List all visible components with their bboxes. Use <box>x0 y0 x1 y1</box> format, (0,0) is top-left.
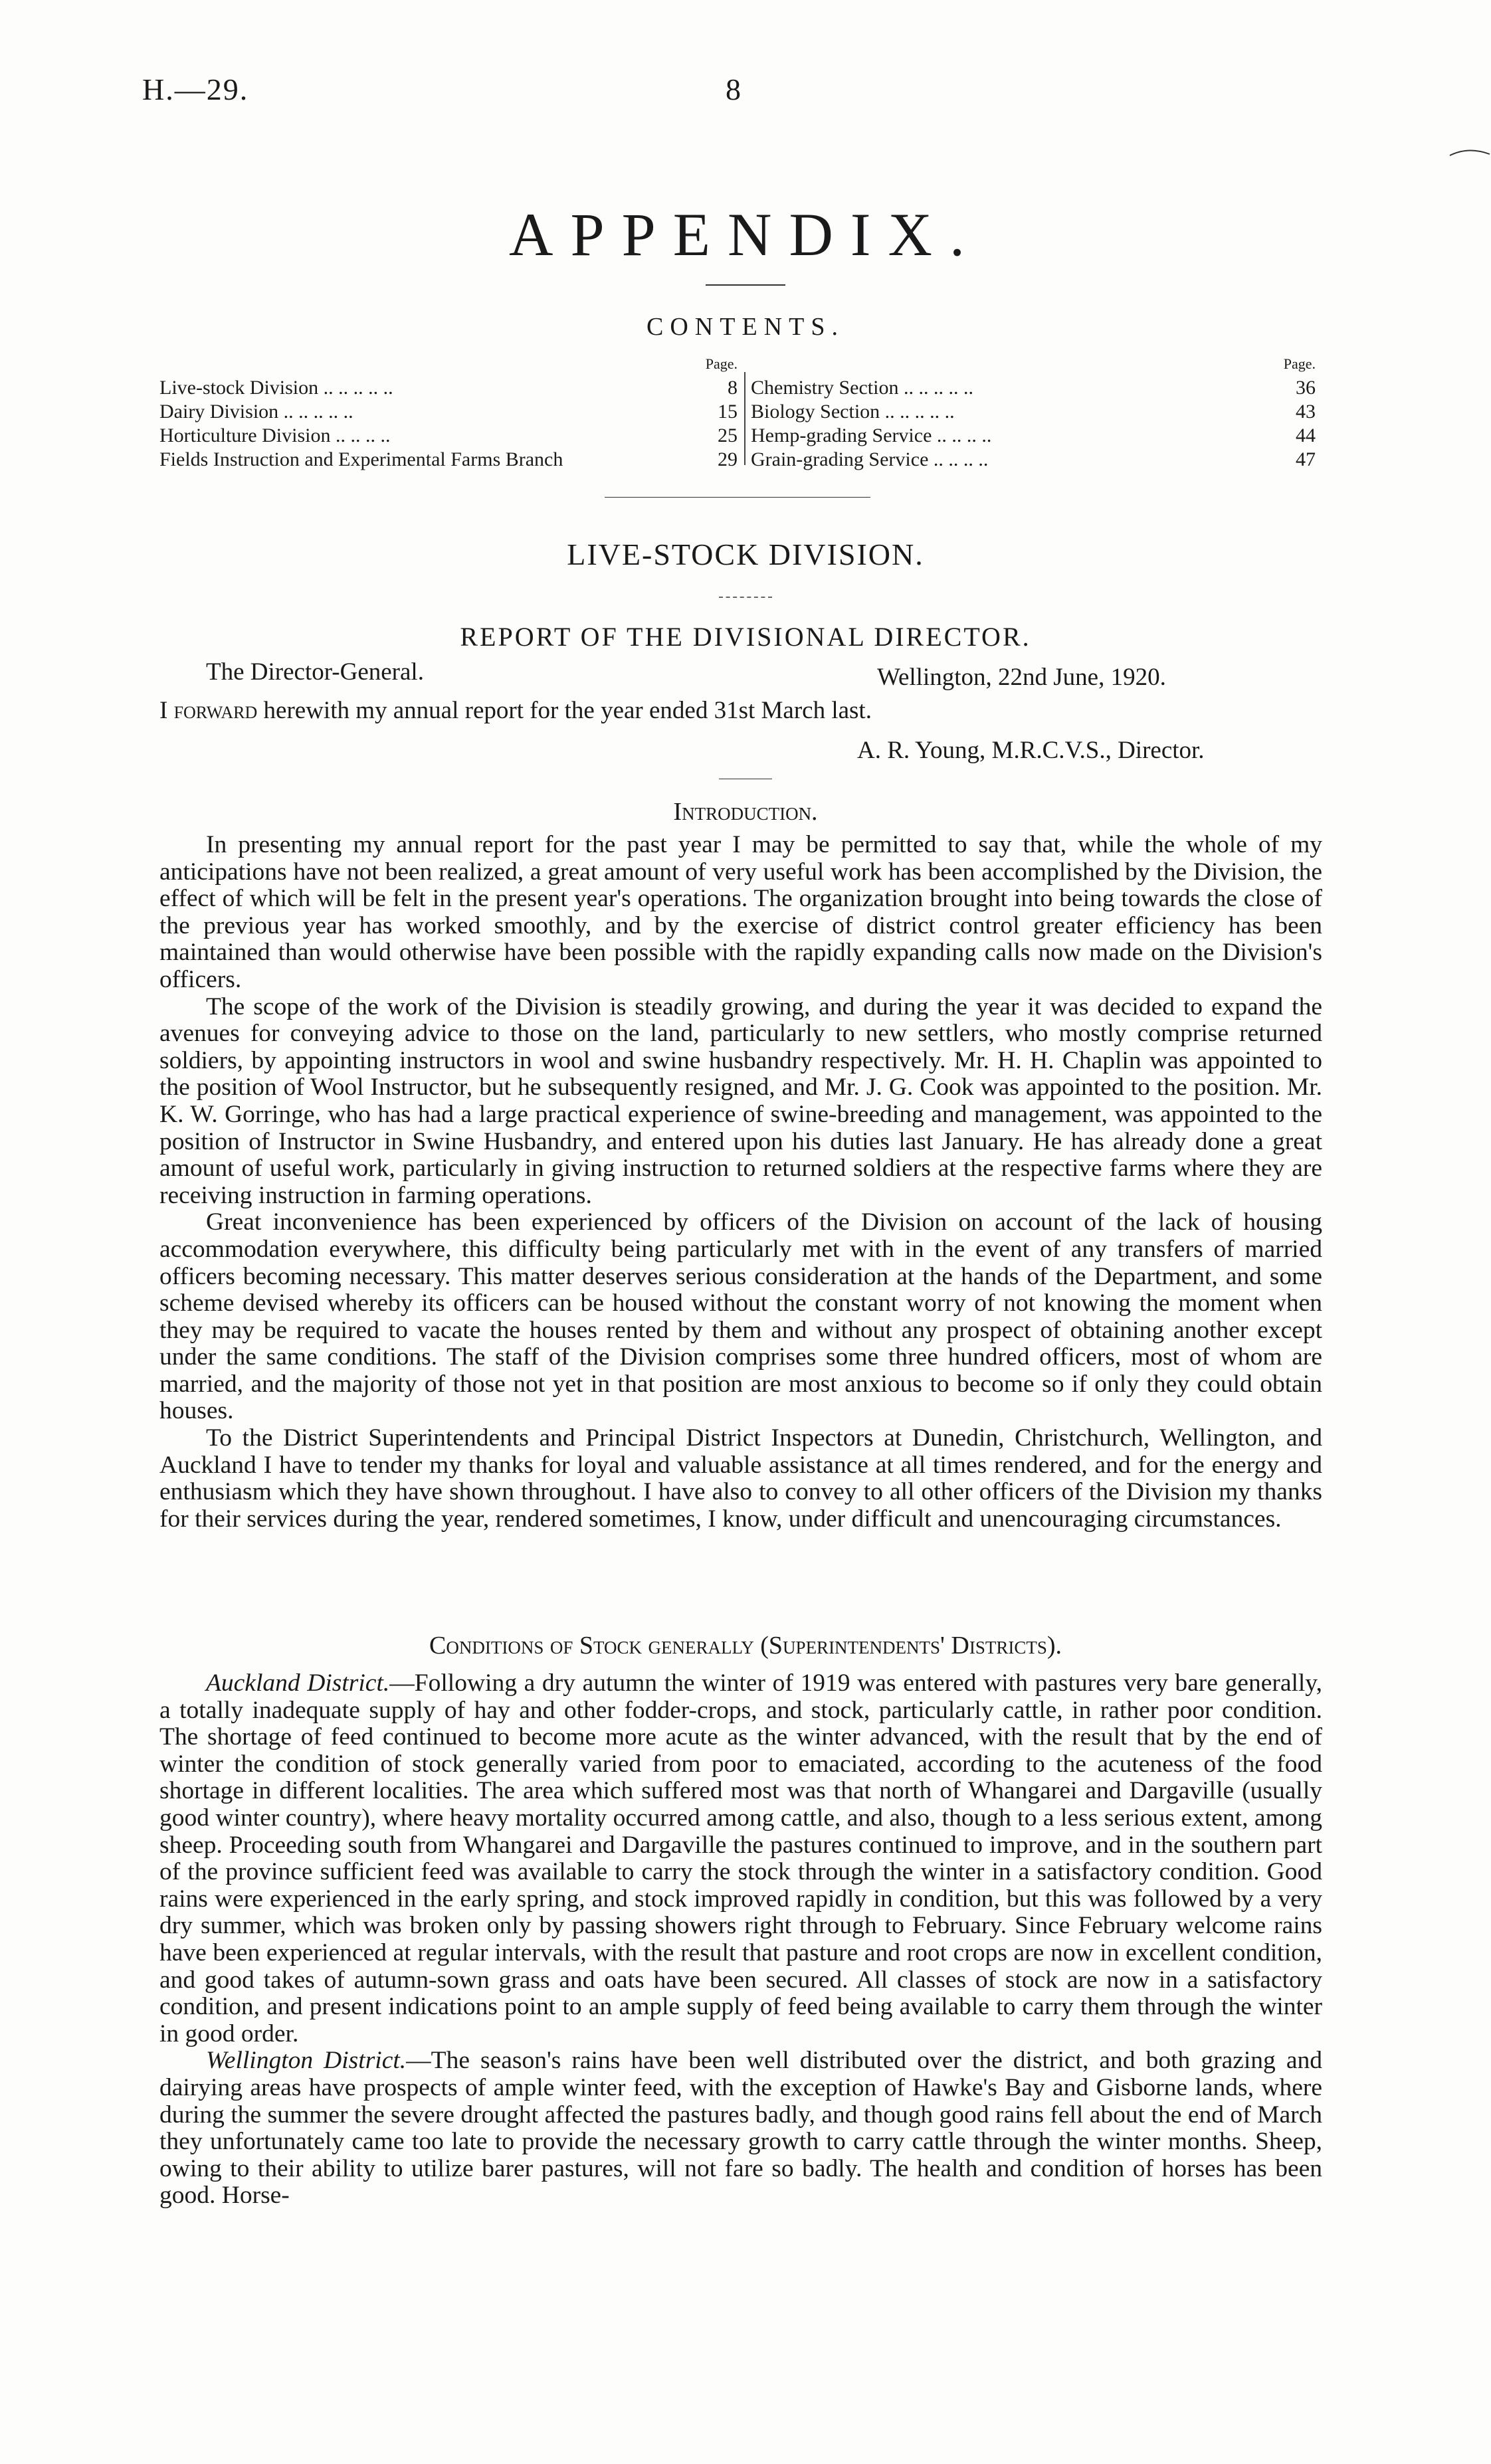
report-place-date: Wellington, 22nd June, 1920. <box>877 664 1166 691</box>
report-addressee: The Director-General. <box>206 658 424 686</box>
contents-entry: Horticulture Division .. .. .. .. 25 <box>159 425 738 446</box>
contents-divider-rule <box>605 497 870 498</box>
paragraph: Wellington District.—The season's rains have been well distributed over the district, and both grazing and dairying areas have prospects of ample winter feed, with the exception of Hawke's Bay and Gisborne lands, where during the summer the severe drought affected the pastures badly, and though good rains fell about the end of March they unfortunately came too late to provide the necessary growth to carry cattle through the winter months. Sheep, owing to their ability to utilize barer pastures, will not fare so badly. The health and condition of horses has been good. Horse- <box>159 2047 1323 2210</box>
paragraph: The scope of the work of the Division is steadily growing, and during the year it was decided to expand the avenues for conveying advice to those on the land, particularly to new settlers, who mostly comprise returned soldiers, by appointing instructors in wool and swine husbandry respectively. Mr. H. H. Chaplin was appointed to the position of Wool Instructor, but he subsequently resigned, and Mr. J. G. Cook was appointed to the position. Mr. K. W. Gorringe, who has had a large practical experience of swine-breeding and management, was appointed to the position of Instructor in Swine Husbandry, and entered upon his duties last January. He has already done a great amount of useful work, particularly in giving instruction to returned soldiers at the respective farms where they are receiving instruction in farming operations. <box>159 993 1322 1209</box>
contents-entry: Hemp-grading Service .. .. .. .. 44 <box>751 425 1316 446</box>
contents-divider <box>744 372 746 465</box>
contents-entry: Grain-grading Service .. .. .. .. 47 <box>751 448 1316 470</box>
report-title: REPORT OF THE DIVISIONAL DIRECTOR. <box>460 622 1031 652</box>
district-name: Auckland District. <box>206 1669 390 1697</box>
paragraph: Great inconvenience has been experienced by officers of the Division on account of the lack of housing accommodation everywhere, this difficulty being particularly met with in the event of any transfers of married officers becoming necessary. This matter deserves serious consideration at the hands of the Department, and some scheme devised whereby its officers can be housed without the constant worry of not knowing the moment when they may be required to vacate the houses rented by them and without any prospect of obtaining another except under the same conditions. The staff of the Division comprises some three hundred officers, most of whom are married, and the majority of those not yet in that position are most anxious to become so if only they could obtain houses. <box>159 1208 1322 1425</box>
contents-heading: CONTENTS. <box>646 313 845 341</box>
conditions-heading: Conditions of Stock generally (Superintendents' Districts). <box>429 1632 1062 1659</box>
contents-left-column <box>159 352 738 472</box>
introduction-heading: Introduction. <box>673 798 818 826</box>
appendix-title: APPENDIX. <box>509 201 982 268</box>
contents-entry: Fields Instruction and Experimental Farms Branch 29 <box>159 448 738 470</box>
page-number: 8 <box>726 72 742 106</box>
paragraph: To the District Superintendents and Principal District Inspectors at Dunedin, Christchurch, Wellington, and Auckland I have to tender my thanks for loyal and valuable assistance at all times rendered, and for the energy and enthusiasm which they have shown throughout. I have also to convey to all other officers of the Division my thanks for their services during the year, rendered sometimes, I know, under difficult and unencouraging circumstances. <box>159 1424 1322 1533</box>
contents-entry: Dairy Division .. .. .. .. .. 15 <box>159 401 738 423</box>
contents-entry: Live-stock Division .. .. .. .. .. 8 <box>159 377 738 399</box>
document-code: H.—29. <box>142 72 249 106</box>
report-signature: A. R. Young, M.R.C.V.S., Director. <box>857 737 1205 764</box>
introduction-body <box>159 832 1322 1533</box>
contents-page-label: Page. <box>705 355 738 372</box>
title-divider <box>706 284 785 286</box>
section-divider <box>719 597 772 598</box>
contents-right-column <box>751 352 1316 472</box>
section-title: LIVE-STOCK DIVISION. <box>567 537 924 571</box>
margin-mark <box>1448 146 1491 159</box>
paragraph: In presenting my annual report for the past year I may be permitted to say that, while the whole of my anticipations have not been realized, a great amount of very useful work has been accomplished by the Division, the effect of which will be felt in the present year's operations. The organization brought into being towards the close of the previous year has worked smoothly, and by the exercise of district control greater efficiency has been maintained than would otherwise have been possible with the rapidly expanding calls now made on the Division's officers. <box>159 831 1322 993</box>
contents-entry: Biology Section .. .. .. .. .. 43 <box>751 401 1316 423</box>
contents-entry: Chemistry Section .. .. .. .. .. 36 <box>751 377 1316 399</box>
contents-page-label: Page. <box>1283 355 1316 372</box>
paragraph: Auckland District.—Following a dry autumn the winter of 1919 was entered with pastures very bare generally, a totally inadequate supply of hay and other fodder-crops, and stock, particularly cattle, in rather poor condition. The shortage of feed continued to become more acute as the winter advanced, with the result that by the end of winter the condition of stock generally varied from poor to emaciated, according to the acuteness of the food shortage in different localities. The area which suffered most was that north of Whangarei and Dargaville (usually good winter country), where heavy mortality occurred among cattle, and also, though to a less serious extent, among sheep. Proceeding south from Whangarei and Dargaville the pastures continued to improve, and in the southern part of the province sufficient feed was available to carry the stock through the winter in a satisfactory condition. Good rains were experienced in the early spring, and stock improved rapidly in condition, but this was followed by a very dry summer, which was broken only by passing showers right through to February. Since February welcome rains have been experienced at regular intervals, with the result that pasture and root crops are now in excellent condition, and good takes of autumn-sown grass and oats have been secured. All classes of stock are now in a satisfactory condition, and present indications point to an ample supply of feed being available to carry them through the winter in good order. <box>159 1669 1322 2047</box>
district-name: Wellington District. <box>206 2047 407 2075</box>
conditions-body <box>159 1670 1322 2210</box>
forwarding-line: I forward herewith my annual report for the year ended 31st March last. <box>159 697 872 724</box>
